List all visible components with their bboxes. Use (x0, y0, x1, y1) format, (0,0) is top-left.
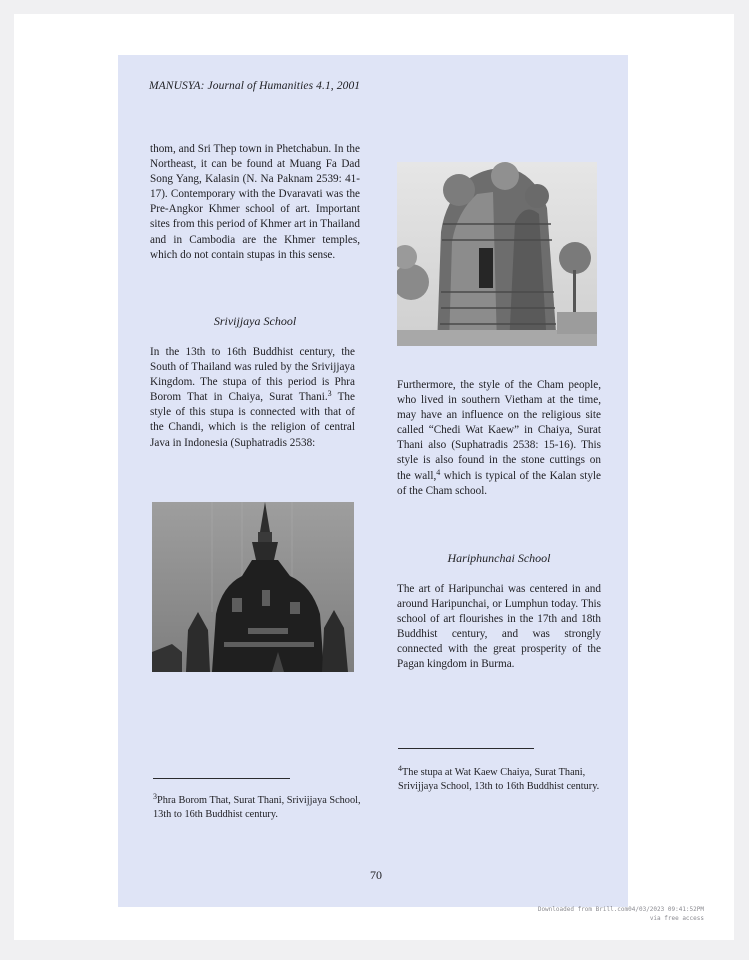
footnote-rule-right (398, 748, 534, 749)
cham-text-part2: which is typical of the Kalan style of the Cham school. (397, 469, 601, 497)
srivijjaya-text (150, 345, 355, 451)
wat-kaew-photo (397, 162, 597, 346)
footnote-4 (398, 766, 604, 794)
footnote-text-3: Phra Borom That, Surat Thani, Srivijjaya School, 13th to 16th Buddhist century. (153, 795, 361, 820)
cham-text (397, 378, 601, 499)
phra-borom-that-photo (152, 502, 354, 672)
footnote-marker-4: 4 (398, 764, 402, 773)
cham-paragraph (397, 378, 601, 499)
download-watermark (444, 905, 704, 923)
footnote-ref-4[interactable]: 4 (436, 467, 441, 477)
watermark-line-2: via free access (649, 915, 704, 922)
footnote-rule-left (153, 778, 290, 779)
cham-text-part1: Furthermore, the style of the Cham people, who lived in southern Vietham at the time, may have an influence on the religious site called “Chedi Wat Kaew” in Chaiya, Surat Thani also (Suphatradis 2538: 15-16). This style is also found in the stone cuttings on the wall, (397, 379, 601, 482)
page-number: 70 (370, 868, 382, 882)
watermark-line-1: Downloaded from Brill.com04/03/2023 09:41:52PM (537, 906, 704, 913)
hariphunchai-heading: Hariphunchai School (447, 551, 551, 565)
srivijjaya-paragraph (150, 345, 355, 451)
footnote-3 (153, 794, 363, 822)
srivijjaya-text-part1: In the 13th to 16th Buddhist century, the South of Thailand was ruled by the Srivijjaya Kingdom. The stupa of this period is Phra Borom That in Chaiya, Surat Thani. (150, 346, 355, 404)
footnote-text-4: The stupa at Wat Kaew Chaiya, Surat Thani, Srivijjaya School, 13th to 16th Buddhist century. (398, 767, 600, 792)
intro-text: thom, and Sri Thep town in Phetchabun. In the Northeast, it can be found at Muang Fa Dad Song Yang, Kalasin (N. Na Paknam 2539: 41-17). Contemporary with the Dvaravati was the Pre-Angkor Khmer school of art. Important sites from this period of Khmer art in Thailand and in Cambodia are the Khmer temples, which do not contain stupas in this sense. (150, 143, 360, 261)
srivijjaya-heading: Srivijjaya School (213, 314, 297, 328)
hariphunchai-text: The art of Haripunchai was centered in and around Haripunchai, or Lumphun today. This school of art flourishes in the 17th and 18th Buddhist century, and was strongly connected with the great prosperity of the Pagan kingdom in Burma. (397, 583, 601, 671)
hariphunchai-paragraph (397, 582, 601, 673)
srivijjaya-text-part2: The style of this stupa is connected with that of the Chandi, which is the religion of central Java in Indonesia (Suphatradis 2538: (150, 391, 355, 449)
left-intro-paragraph (150, 142, 360, 263)
footnote-marker-3: 3 (153, 792, 157, 801)
footnote-ref-3[interactable]: 3 (327, 389, 332, 399)
running-head: MANUSYA: Journal of Humanities 4.1, 2001 (149, 80, 361, 92)
